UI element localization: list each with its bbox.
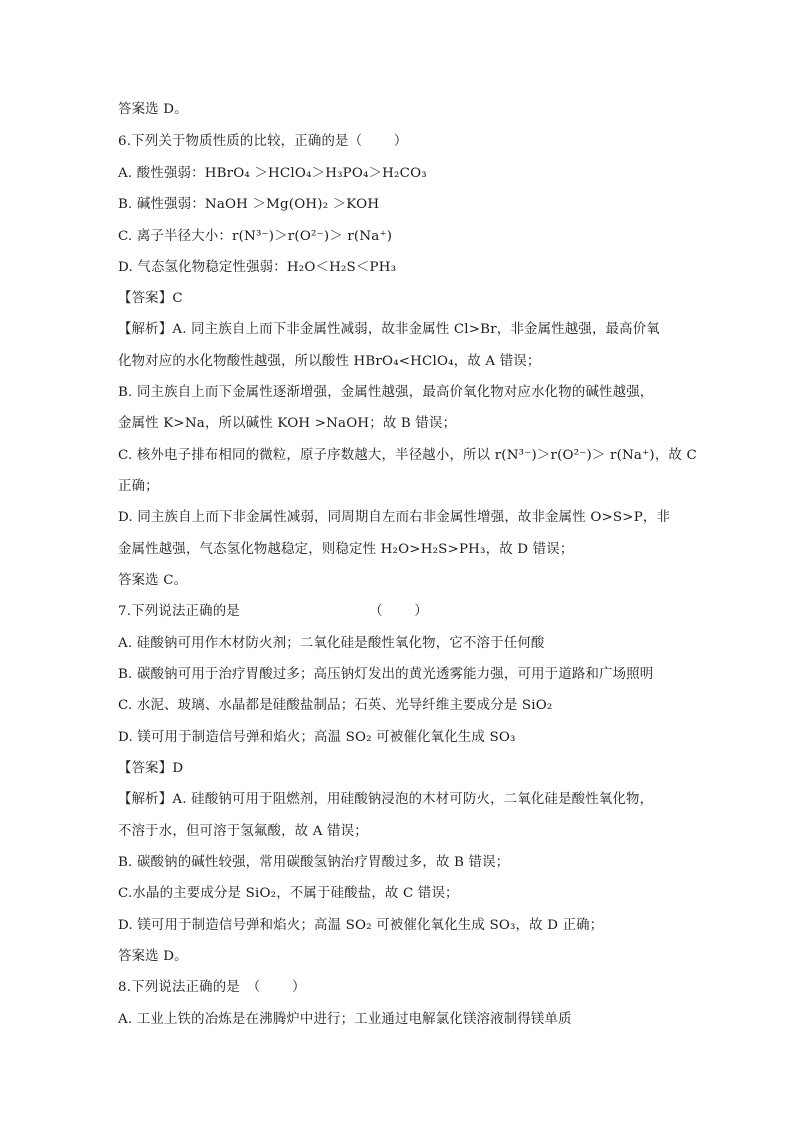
question-7-option-c: C. 水泥、玻璃、水晶都是硅酸盐制品；石英、光导纤维主要成分是 SiO₂ (118, 698, 553, 713)
question-6-stem: 6.下列关于物质性质的比较，正确的是（ ） (118, 134, 408, 149)
text-line: C. 核外电子排布相同的微粒，原子序数越大，半径越小，所以 r(N³⁻)＞r(O²⁻)＞ r(Na⁺)，故 C (118, 448, 697, 463)
text-line: C.水晶的主要成分是 SiO₂，不属于硅酸盐，故 C 错误； (118, 886, 459, 901)
text-line: 答案选 D。 (118, 102, 188, 117)
text-line: B. 碳酸钠的碱性较强，常用碳酸氢钠治疗胃酸过多，故 B 错误； (118, 855, 510, 870)
question-7-option-d: D. 镁可用于制造信号弹和焰火；高温 SO₂ 可被催化氧化生成 SO₃ (118, 730, 516, 745)
question-7-stem: 7.下列说法正确的是 （ ） (118, 604, 428, 619)
question-7-answer: 【答案】D (118, 761, 184, 776)
question-6-option-c: C. 离子半径大小：r(N³⁻)＞r(O²⁻)＞ r(Na⁺) (118, 229, 393, 244)
text-line: 【解析】A. 同主族自上而下非金属性减弱，故非金属性 Cl>Br，非金属性越强，最高价氧 (118, 322, 660, 337)
question-8-stem: 8.下列说法正确的是 （ ） (118, 980, 306, 995)
question-7-option-a: A. 硅酸钠可用作木材防火剂；二氧化硅是酸性氧化物，它不溶于任何酸 (118, 636, 545, 651)
text-line: B. 同主族自上而下金属性逐渐增强，金属性越强，最高价氧化物对应水化物的碱性越强， (118, 385, 654, 400)
text-line: D. 镁可用于制造信号弹和焰火；高温 SO₂ 可被催化氧化生成 SO₃，故 D 正确； (118, 918, 604, 933)
question-8-option-a: A. 工业上铁的冶炼是在沸腾炉中进行；工业通过电解氯化镁溶液制得镁单质 (118, 1012, 572, 1027)
text-line: 【解析】A. 硅酸钠可用于阻燃剂，用硅酸钠浸泡的木材可防火，二氧化硅是酸性氧化物， (118, 792, 654, 807)
question-6-answer: 【答案】C (118, 291, 183, 306)
text-line: 化物对应的水化物酸性越强，所以酸性 HBrO₄<HClO₄，故 A 错误； (118, 354, 541, 369)
question-6-option-b: B. 碱性强弱：NaOH ＞Mg(OH)₂ ＞KOH (118, 197, 380, 212)
text-line: 正确； (118, 479, 159, 494)
text-line: 金属性 K>Na，所以碱性 KOH >NaOH；故 B 错误； (118, 416, 457, 431)
text-line: 答案选 C。 (118, 573, 188, 588)
text-line: D. 同主族自上而下非金属性减弱，同周期自左而右非金属性增强，故非金属性 O>S>P，非 (118, 510, 671, 525)
text-line: 金属性越强，气态氢化物越稳定，则稳定性 H₂O>H₂S>PH₃，故 D 错误； (118, 542, 574, 557)
question-6-option-a: A. 酸性强弱：HBrO₄ ＞HClO₄＞H₃PO₄＞H₂CO₃ (118, 166, 427, 181)
question-6-option-d: D. 气态氢化物稳定性强弱：H₂O＜H₂S＜PH₃ (118, 260, 397, 275)
question-7-option-b: B. 碳酸钠可用于治疗胃酸过多；高压钠灯发出的黄光透雾能力强，可用于道路和广场照明 (118, 667, 654, 682)
text-line: 不溶于水，但可溶于氢氟酸，故 A 错误； (118, 824, 368, 839)
text-line: 答案选 D。 (118, 949, 188, 964)
